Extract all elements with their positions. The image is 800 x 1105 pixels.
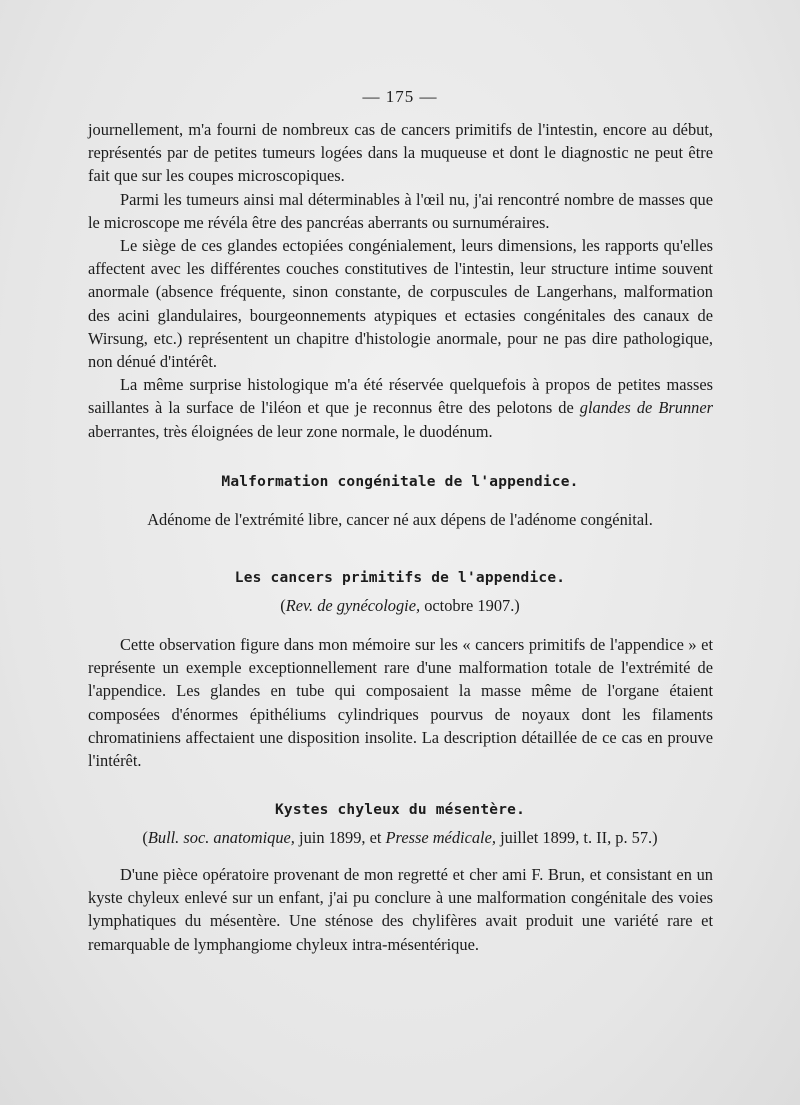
section-heading: Les cancers primitifs de l'appendice. — [234, 570, 566, 586]
paragraph: Parmi les tumeurs ainsi mal déterminables à l'œil nu, j'ai rencontré nombre de masses que le microscope me révéla être des pancréas aberrants ou surnuméraires. — [88, 189, 713, 232]
ref-date: juillet 1899, t. II, p. 57.) — [500, 828, 658, 847]
section-text — [88, 863, 713, 956]
paragraph-text: aberrantes, très éloignées de leur zone normale, le duodénum. — [88, 421, 493, 441]
ref-paren: ( — [280, 596, 286, 615]
paragraph — [88, 373, 713, 443]
italic-term: glandes de Brunner — [579, 398, 713, 418]
intro-text — [88, 118, 713, 443]
section-heading: Malformation congénitale de l'appendice. — [221, 474, 579, 490]
reference-line — [0, 828, 800, 848]
section-text — [88, 633, 713, 772]
ref-date: octobre 1907.) — [424, 596, 520, 615]
section-subtitle: Adénome de l'extrémité libre, cancer né aux dépens de l'adénome congénital. — [147, 510, 653, 529]
journal-title: Presse médicale, — [385, 828, 496, 847]
paragraph: journellement, m'a fourni de nombreux cas de cancers primitifs de l'intestin, encore au début, représentés par de petites tumeurs logées dans la muqueuse et dont le diagnostic ne peut être fait que sur les coupes microscopiques. — [88, 120, 713, 186]
ref-date: juin 1899, et — [299, 828, 382, 847]
paragraph: Le siège de ces glandes ectopiées congénialement, leurs dimensions, les rapports qu'elles affectent avec les différentes couches constitutives de l'intestin, leur structure intime souvent anormale (absence fréquente, sinon constante, de corpuscules de Langerhans, malformation des acini glandulaires, bourgeonnements atypiques et ectasies congénitales des canaux de Wirsung, etc.) représentent un chapitre d'histologie anormale, pour ne pas dire pathologique, non dénué d'intérêt. — [88, 236, 713, 372]
page-number: — 175 — — [362, 87, 438, 106]
journal-title: Bull. soc. anatomique, — [147, 828, 295, 847]
paragraph-text: La même surprise histologique m'a été réservée quelquefois à propos de petites masses saillantes à la surface de l'iléon et que je reconnus être des pelotons de — [88, 375, 713, 418]
paragraph: Cette observation figure dans mon mémoire sur les « cancers primitifs de l'appendice » et représente un exemple exceptionnellement rare d'une malformation totale de l'extrémité de l'appendice. Les glandes en tube qui composaient la masse même de l'organe étaient composées d'énormes épithéliums cylindriques pourvus de noyaux dont les filaments chromatiniens affectaient une disposition insolite. La description détaillée de ce cas en prouve l'intérêt. — [88, 635, 713, 771]
reference-line — [0, 596, 800, 616]
section-heading: Kystes chyleux du mésentère. — [274, 802, 526, 818]
ref-paren: ( — [142, 828, 148, 847]
journal-title: Rev. de gynécologie, — [285, 596, 421, 615]
paragraph: D'une pièce opératoire provenant de mon regretté et cher ami F. Brun, et consistant en un kyste chyleux enlevé sur un enfant, j'ai pu conclure à une malformation congénitale des voies lymphatiques du mésentère. Une sténose des chylifères avait produit une variété rare et remarquable de lymphangiome chyleux intra-mésentérique. — [88, 865, 713, 954]
